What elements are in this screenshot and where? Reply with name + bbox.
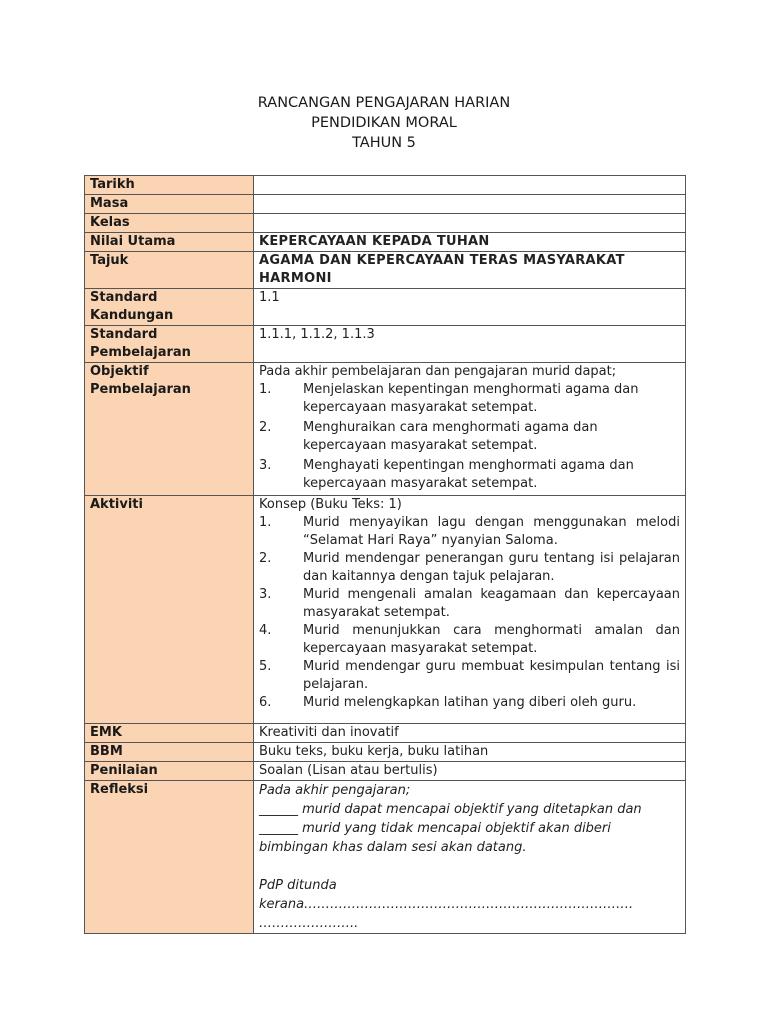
refleksi-line-7: ………………….. [259,916,359,931]
value-standard-kandungan: 1.1 [254,289,686,326]
aktiviti-list [259,514,680,712]
row-penilaian [85,762,686,781]
value-objektif [254,363,686,496]
refleksi-line-6: kerana…………………………………………………………………. [259,897,634,912]
list-item [259,658,680,694]
value-tarikh [254,176,686,195]
label-objektif-line2: Pembelajaran [90,382,191,397]
value-refleksi [254,781,686,934]
list-item [259,514,680,550]
row-standard-pembelajaran [85,326,686,363]
value-emk: Kreativiti dan inovatif [254,724,686,743]
list-text: Murid melengkapkan latihan yang diberi oleh guru. [303,695,637,710]
list-number: 3. [259,587,272,602]
refleksi-line-5: PdP ditunda [259,878,337,893]
list-number: 3. [259,458,272,473]
label-standard-kandungan-line1: Standard [90,290,158,305]
row-bbm [85,743,686,762]
label-bbm: BBM [85,743,254,762]
list-item [259,694,680,712]
list-text: Menjelaskan kepentingan menghormati agama dan kepercayaan masyarakat setempat. [303,382,639,415]
row-emk [85,724,686,743]
row-tajuk [85,252,686,289]
list-item [259,622,680,658]
list-number: 5. [259,659,272,674]
aktiviti-intro: Konsep (Buku Teks: 1) [259,497,402,512]
label-standard-kandungan-line2: Kandungan [90,308,174,323]
list-text: Murid mengenali amalan keagamaan dan kepercayaan masyarakat setempat. [303,587,680,620]
list-item [259,419,680,455]
value-standard-pembelajaran: 1.1.1, 1.1.2, 1.1.3 [254,326,686,363]
row-refleksi [85,781,686,934]
row-kelas [85,214,686,233]
label-objektif-line1: Objektif [90,364,149,379]
label-standard-pembelajaran [85,326,254,363]
row-nilai-utama [85,233,686,252]
label-masa: Masa [85,195,254,214]
label-objektif [85,363,254,496]
value-bbm: Buku teks, buku kerja, buku latihan [254,743,686,762]
refleksi-line-1: Pada akhir pengajaran; [259,783,411,798]
title-line-1: RANCANGAN PENGAJARAN HARIAN [257,95,511,111]
label-standard-pembelajaran-line2: Pembelajaran [90,345,191,360]
row-tarikh [85,176,686,195]
row-standard-kandungan [85,289,686,326]
refleksi-line-2: ______ murid dapat mencapai objektif yang ditetapkan dan [259,802,642,817]
label-penilaian: Penilaian [85,762,254,781]
value-aktiviti [254,496,686,724]
label-aktiviti: Aktiviti [85,496,254,724]
value-kelas [254,214,686,233]
list-text: Murid menunjukkan cara menghormati amalan dan kepercayaan masyarakat setempat. [303,623,680,656]
value-nilai-utama: KEPERCAYAAN KEPADA TUHAN [254,233,686,252]
label-standard-kandungan [85,289,254,326]
list-item [259,550,680,586]
objektif-intro: Pada akhir pembelajaran dan pengajaran murid dapat; [259,364,617,379]
refleksi-line-3: ______ murid yang tidak mencapai objektif akan diberi [259,821,611,836]
value-penilaian: Soalan (Lisan atau bertulis) [254,762,686,781]
title-line-2: PENDIDIKAN MORAL [311,115,457,131]
label-kelas: Kelas [85,214,254,233]
label-tajuk: Tajuk [85,252,254,289]
list-text: Murid menyayikan lagu dengan menggunakan melodi “Selamat Hari Raya” nyanyian Saloma. [303,515,680,548]
row-masa [85,195,686,214]
value-tajuk: AGAMA DAN KEPERCAYAAN TERAS MASYARAKAT HARMONI [254,252,686,289]
list-number: 1. [259,382,272,397]
label-nilai-utama: Nilai Utama [85,233,254,252]
list-number: 1. [259,515,272,530]
document-title [0,93,768,153]
objektif-list [259,381,680,493]
list-number: 2. [259,551,272,566]
label-emk: EMK [85,724,254,743]
refleksi-line-4: bimbingan khas dalam sesi akan datang. [259,840,527,855]
label-tarikh: Tarikh [85,176,254,195]
lesson-plan-table [84,175,686,934]
list-text: Murid mendengar penerangan guru tentang isi pelajaran dan kaitannya dengan tajuk pelajaran. [303,551,680,584]
list-item [259,586,680,622]
list-text: Menghuraikan cara menghormati agama dan kepercayaan masyarakat setempat. [303,420,598,453]
list-text: Menghayati kepentingan menghormati agama dan kepercayaan masyarakat setempat. [303,458,634,491]
label-refleksi: Refleksi [85,781,254,934]
label-standard-pembelajaran-line1: Standard [90,327,158,342]
list-item [259,381,680,417]
row-objektif [85,363,686,496]
list-number: 2. [259,420,272,435]
title-line-3: TAHUN 5 [352,135,416,151]
list-text: Murid mendengar guru membuat kesimpulan tentang isi pelajaran. [303,659,680,692]
value-masa [254,195,686,214]
list-number: 4. [259,623,272,638]
row-aktiviti [85,496,686,724]
list-item [259,457,680,493]
list-number: 6. [259,695,272,710]
